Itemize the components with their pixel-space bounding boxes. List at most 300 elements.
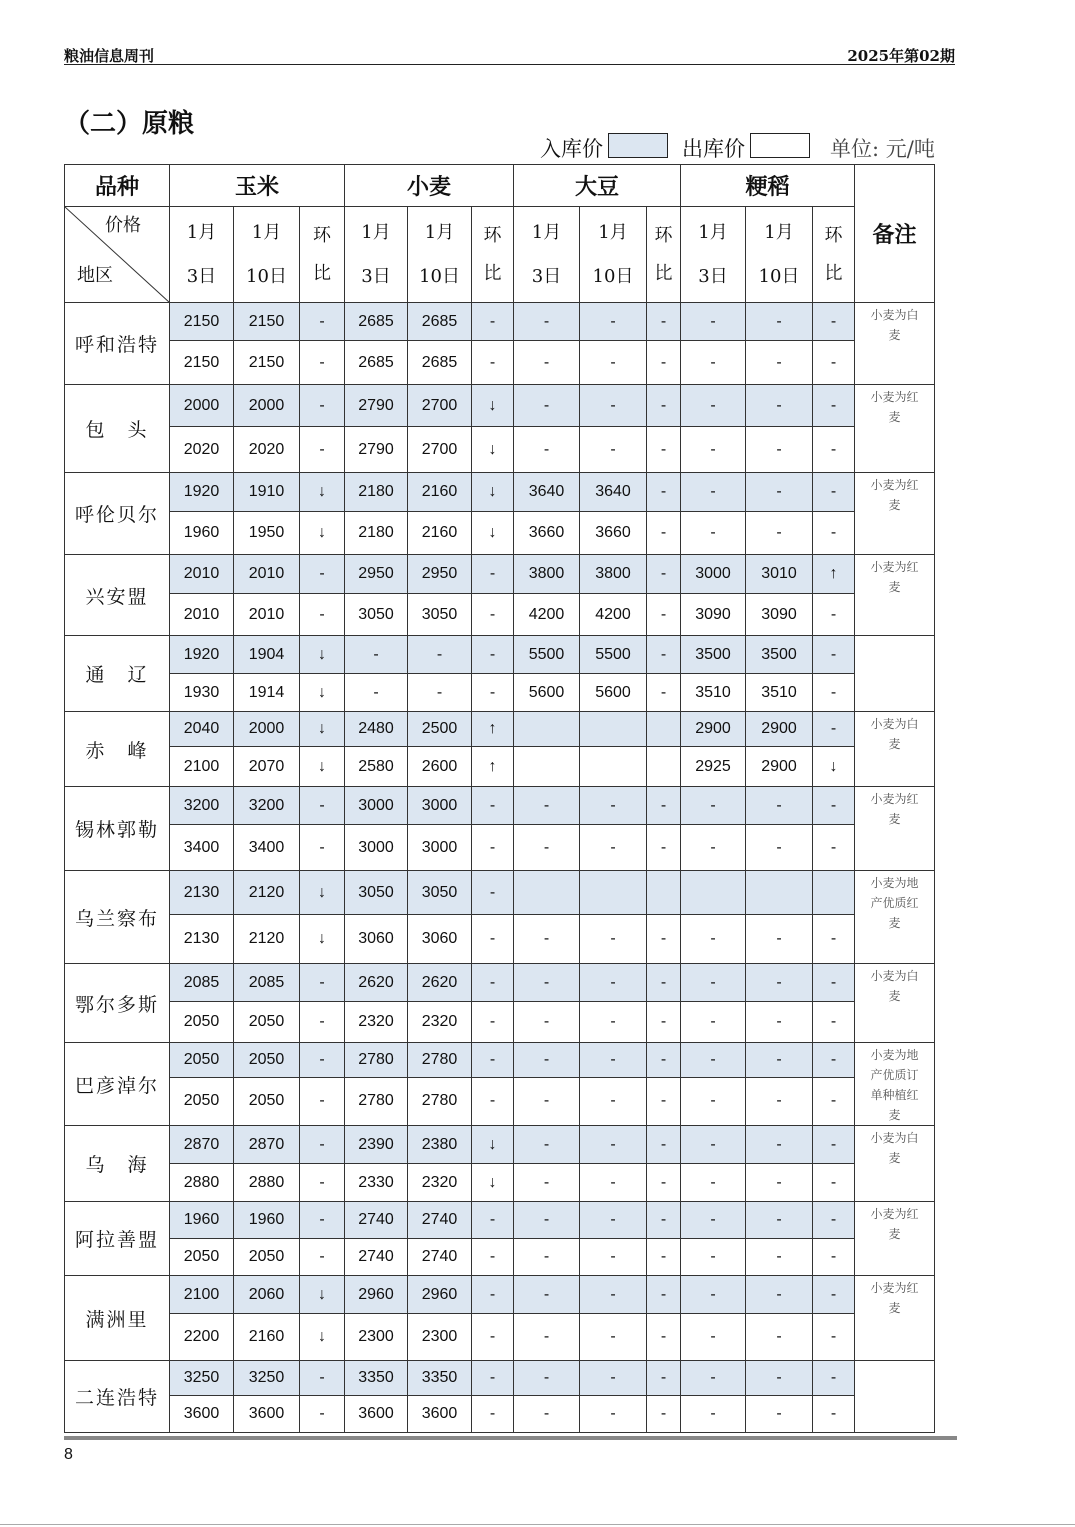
price-region-corner bbox=[65, 207, 170, 303]
change-cell: - bbox=[647, 1396, 681, 1433]
price-cell: - bbox=[514, 1164, 580, 1202]
change-cell: - bbox=[813, 594, 855, 636]
change-cell: ↓ bbox=[472, 1164, 514, 1202]
in-price-row bbox=[65, 303, 935, 341]
price-cell: - bbox=[746, 341, 813, 385]
price-cell: 1960 bbox=[234, 1202, 300, 1239]
price-cell: - bbox=[681, 1164, 746, 1202]
price-cell: 2000 bbox=[170, 385, 234, 427]
issue-number: 2025年第02期 bbox=[847, 47, 955, 65]
change-cell: - bbox=[647, 636, 681, 674]
price-cell: 1910 bbox=[234, 473, 300, 512]
change-cell bbox=[813, 871, 855, 915]
price-cell: - bbox=[681, 787, 746, 825]
change-cell: - bbox=[472, 1276, 514, 1314]
price-cell: 3640 bbox=[580, 473, 647, 512]
price-cell: 3250 bbox=[234, 1361, 300, 1396]
in-price-row bbox=[65, 871, 935, 915]
change-cell: - bbox=[813, 1396, 855, 1433]
change-cell: - bbox=[813, 1314, 855, 1361]
change-cell: - bbox=[813, 1202, 855, 1239]
region-label: 地区 bbox=[77, 265, 113, 286]
price-cell: 3090 bbox=[681, 594, 746, 636]
price-cell: 1920 bbox=[170, 636, 234, 674]
price-cell: 3600 bbox=[408, 1396, 472, 1433]
change-cell: - bbox=[647, 825, 681, 871]
in-price-row bbox=[65, 1043, 935, 1078]
price-cell: - bbox=[514, 341, 580, 385]
change-cell: - bbox=[300, 303, 345, 341]
price-cell: - bbox=[345, 636, 408, 674]
notes-header: 备注 bbox=[855, 165, 935, 303]
change-cell: ↓ bbox=[300, 712, 345, 747]
price-cell: 2050 bbox=[170, 1077, 234, 1125]
out-price-row bbox=[65, 427, 935, 473]
change-cell: - bbox=[647, 385, 681, 427]
change-cell: - bbox=[813, 712, 855, 747]
price-cell: 3400 bbox=[170, 825, 234, 871]
region-name: 乌 海 bbox=[65, 1126, 170, 1202]
price-cell: 2050 bbox=[170, 1239, 234, 1276]
change-cell: - bbox=[647, 787, 681, 825]
price-cell: - bbox=[681, 303, 746, 341]
change-cell: - bbox=[300, 1361, 345, 1396]
out-price-row bbox=[65, 1239, 935, 1276]
change-cell: - bbox=[472, 1396, 514, 1433]
price-cell: 3000 bbox=[681, 555, 746, 594]
price-cell: - bbox=[681, 1239, 746, 1276]
change-cell: ↑ bbox=[472, 747, 514, 787]
price-cell: 1960 bbox=[170, 512, 234, 555]
price-cell: 3060 bbox=[408, 915, 472, 964]
change-cell: - bbox=[300, 385, 345, 427]
price-cell: - bbox=[746, 1314, 813, 1361]
price-cell bbox=[580, 747, 647, 787]
price-cell: 3050 bbox=[408, 871, 472, 915]
price-cell: 2320 bbox=[408, 1002, 472, 1043]
price-cell: - bbox=[514, 1202, 580, 1239]
price-cell: 2160 bbox=[234, 1314, 300, 1361]
price-cell bbox=[514, 871, 580, 915]
change-cell: ↓ bbox=[472, 1126, 514, 1164]
change-cell: - bbox=[472, 1077, 514, 1125]
note-cell: 小麦为白麦 bbox=[855, 303, 935, 385]
in-price-swatch bbox=[608, 133, 668, 158]
in-price-row bbox=[65, 964, 935, 1002]
change-cell: - bbox=[813, 303, 855, 341]
price-label: 价格 bbox=[105, 215, 141, 236]
change-cell: - bbox=[647, 594, 681, 636]
price-cell: 2480 bbox=[345, 712, 408, 747]
price-cell: 2700 bbox=[408, 385, 472, 427]
price-cell: 3510 bbox=[746, 674, 813, 712]
change-cell: - bbox=[647, 1202, 681, 1239]
price-cell: - bbox=[746, 1361, 813, 1396]
price-cell: 5500 bbox=[580, 636, 647, 674]
note-cell: 小麦为白麦 bbox=[855, 964, 935, 1043]
price-cell: - bbox=[681, 341, 746, 385]
change-cell: - bbox=[813, 1239, 855, 1276]
price-cell: 3000 bbox=[345, 825, 408, 871]
price-cell: - bbox=[681, 1077, 746, 1125]
change-cell: - bbox=[813, 1276, 855, 1314]
change-cell: - bbox=[472, 594, 514, 636]
price-cell: 2685 bbox=[408, 341, 472, 385]
price-cell: 2740 bbox=[408, 1202, 472, 1239]
price-cell bbox=[514, 747, 580, 787]
change-cell: - bbox=[472, 1239, 514, 1276]
change-cell: - bbox=[647, 1126, 681, 1164]
in-price-row bbox=[65, 555, 935, 594]
price-cell: 2685 bbox=[345, 341, 408, 385]
in-price-row bbox=[65, 473, 935, 512]
change-cell: - bbox=[813, 674, 855, 712]
price-cell: - bbox=[746, 1239, 813, 1276]
price-cell: 2740 bbox=[345, 1202, 408, 1239]
change-cell: - bbox=[472, 636, 514, 674]
price-cell: - bbox=[746, 1002, 813, 1043]
price-cell: 4200 bbox=[580, 594, 647, 636]
price-cell: - bbox=[514, 915, 580, 964]
change-cell: - bbox=[647, 915, 681, 964]
change-cell: - bbox=[472, 964, 514, 1002]
price-cell: 3350 bbox=[345, 1361, 408, 1396]
change-cell: ↓ bbox=[300, 1276, 345, 1314]
price-cell: - bbox=[681, 473, 746, 512]
price-cell: - bbox=[746, 787, 813, 825]
out-price-row bbox=[65, 1077, 935, 1125]
in-price-row bbox=[65, 385, 935, 427]
price-cell: 2050 bbox=[170, 1043, 234, 1078]
region-name: 兴安盟 bbox=[65, 555, 170, 636]
price-cell: 3500 bbox=[681, 636, 746, 674]
footer-rule bbox=[0, 1524, 1075, 1525]
price-cell: 2925 bbox=[681, 747, 746, 787]
note-cell bbox=[855, 636, 935, 712]
price-cell: 2050 bbox=[170, 1002, 234, 1043]
price-cell: 2740 bbox=[408, 1239, 472, 1276]
price-cell: 3000 bbox=[408, 787, 472, 825]
change-cell: - bbox=[472, 1361, 514, 1396]
price-cell: - bbox=[514, 825, 580, 871]
price-cell: - bbox=[746, 427, 813, 473]
out-price-row bbox=[65, 1164, 935, 1202]
note-cell: 小麦为白麦 bbox=[855, 712, 935, 787]
change-cell: - bbox=[300, 594, 345, 636]
price-cell: 2330 bbox=[345, 1164, 408, 1202]
price-cell: 1904 bbox=[234, 636, 300, 674]
price-cell: 3800 bbox=[580, 555, 647, 594]
change-header: 环 比 bbox=[813, 207, 855, 303]
in-price-row bbox=[65, 1202, 935, 1239]
price-cell: - bbox=[681, 825, 746, 871]
price-cell: 2870 bbox=[170, 1126, 234, 1164]
wheat-header: 小麦 bbox=[345, 165, 514, 207]
price-cell: - bbox=[746, 964, 813, 1002]
price-cell: - bbox=[746, 303, 813, 341]
publication-name: 粮油信息周刊 bbox=[64, 47, 155, 65]
change-cell: - bbox=[813, 915, 855, 964]
region-name: 通 辽 bbox=[65, 636, 170, 712]
change-cell: - bbox=[300, 1164, 345, 1202]
price-cell: - bbox=[746, 825, 813, 871]
date-header: 1月 10日 bbox=[580, 207, 647, 303]
change-header: 环 比 bbox=[647, 207, 681, 303]
price-cell: 2300 bbox=[345, 1314, 408, 1361]
price-cell: - bbox=[514, 1002, 580, 1043]
price-cell: - bbox=[681, 385, 746, 427]
price-cell bbox=[580, 871, 647, 915]
price-cell: - bbox=[746, 1077, 813, 1125]
price-cell: 1914 bbox=[234, 674, 300, 712]
price-cell bbox=[514, 712, 580, 747]
change-cell: - bbox=[647, 341, 681, 385]
region-name: 锡林郭勒 bbox=[65, 787, 170, 871]
change-cell: ↓ bbox=[300, 512, 345, 555]
price-cell: 2130 bbox=[170, 915, 234, 964]
price-cell: 2780 bbox=[408, 1043, 472, 1078]
price-cell bbox=[580, 712, 647, 747]
price-cell: 2000 bbox=[234, 385, 300, 427]
date-header: 1月 10日 bbox=[746, 207, 813, 303]
region-name: 二连浩特 bbox=[65, 1361, 170, 1433]
price-cell: 2740 bbox=[345, 1239, 408, 1276]
change-cell: - bbox=[472, 871, 514, 915]
price-cell: 2780 bbox=[408, 1077, 472, 1125]
change-cell: - bbox=[300, 825, 345, 871]
price-cell: 2085 bbox=[234, 964, 300, 1002]
change-header: 环 比 bbox=[472, 207, 514, 303]
price-cell: 2130 bbox=[170, 871, 234, 915]
price-cell: 2050 bbox=[234, 1043, 300, 1078]
price-cell: 2150 bbox=[170, 303, 234, 341]
price-cell: - bbox=[746, 473, 813, 512]
note-cell: 小麦为白麦 bbox=[855, 1126, 935, 1202]
price-cell: 3600 bbox=[345, 1396, 408, 1433]
price-cell: 3050 bbox=[345, 594, 408, 636]
region-name: 赤 峰 bbox=[65, 712, 170, 787]
price-cell: - bbox=[580, 385, 647, 427]
in-price-row bbox=[65, 1276, 935, 1314]
price-cell: - bbox=[580, 1164, 647, 1202]
price-cell: 2000 bbox=[234, 712, 300, 747]
corn-header: 玉米 bbox=[170, 165, 345, 207]
price-cell: - bbox=[746, 915, 813, 964]
price-cell: 3600 bbox=[170, 1396, 234, 1433]
price-cell: 2320 bbox=[345, 1002, 408, 1043]
price-cell: 3350 bbox=[408, 1361, 472, 1396]
change-cell: - bbox=[813, 385, 855, 427]
change-cell: - bbox=[300, 1396, 345, 1433]
price-cell: 5600 bbox=[580, 674, 647, 712]
change-cell bbox=[647, 712, 681, 747]
price-cell: 2880 bbox=[234, 1164, 300, 1202]
change-cell: - bbox=[300, 555, 345, 594]
out-price-row bbox=[65, 825, 935, 871]
price-cell: 3660 bbox=[514, 512, 580, 555]
price-cell: - bbox=[514, 385, 580, 427]
price-cell: 2070 bbox=[234, 747, 300, 787]
price-cell: 2320 bbox=[408, 1164, 472, 1202]
price-cell: - bbox=[514, 1077, 580, 1125]
in-price-label: 入库价 bbox=[540, 137, 603, 161]
change-cell: - bbox=[647, 427, 681, 473]
price-cell: 2600 bbox=[408, 747, 472, 787]
price-cell: 2120 bbox=[234, 915, 300, 964]
price-cell: - bbox=[514, 1126, 580, 1164]
price-cell: 1930 bbox=[170, 674, 234, 712]
price-cell: 3660 bbox=[580, 512, 647, 555]
price-cell bbox=[681, 871, 746, 915]
price-cell: 2620 bbox=[345, 964, 408, 1002]
price-cell: 2050 bbox=[234, 1002, 300, 1043]
change-cell: ↑ bbox=[472, 712, 514, 747]
price-cell: 2020 bbox=[170, 427, 234, 473]
note-cell: 小麦为红麦 bbox=[855, 1276, 935, 1361]
change-cell: ↓ bbox=[300, 636, 345, 674]
price-cell: - bbox=[746, 1164, 813, 1202]
price-cell: 2580 bbox=[345, 747, 408, 787]
change-cell: - bbox=[813, 825, 855, 871]
change-cell: - bbox=[813, 427, 855, 473]
price-cell: - bbox=[746, 512, 813, 555]
change-cell: - bbox=[647, 555, 681, 594]
price-cell: 3200 bbox=[234, 787, 300, 825]
change-cell: ↑ bbox=[813, 555, 855, 594]
date-header: 1月 10日 bbox=[408, 207, 472, 303]
change-cell: - bbox=[813, 512, 855, 555]
price-cell: - bbox=[746, 1396, 813, 1433]
price-cell: 2100 bbox=[170, 747, 234, 787]
change-cell: - bbox=[647, 473, 681, 512]
change-cell: - bbox=[472, 341, 514, 385]
change-cell: - bbox=[813, 473, 855, 512]
price-cell: 2500 bbox=[408, 712, 472, 747]
change-cell: ↓ bbox=[300, 473, 345, 512]
price-cell: 2900 bbox=[746, 747, 813, 787]
price-cell: 2870 bbox=[234, 1126, 300, 1164]
price-cell: 3600 bbox=[234, 1396, 300, 1433]
price-cell: - bbox=[580, 341, 647, 385]
in-price-row bbox=[65, 787, 935, 825]
price-cell: - bbox=[681, 1126, 746, 1164]
price-cell: 2050 bbox=[234, 1077, 300, 1125]
out-price-row bbox=[65, 915, 935, 964]
price-cell: 2085 bbox=[170, 964, 234, 1002]
note-cell: 小麦为地产优质红麦 bbox=[855, 871, 935, 964]
change-cell: - bbox=[813, 636, 855, 674]
price-cell: 3010 bbox=[746, 555, 813, 594]
price-cell: 2685 bbox=[408, 303, 472, 341]
price-cell: 5600 bbox=[514, 674, 580, 712]
region-name: 呼和浩特 bbox=[65, 303, 170, 385]
change-cell: ↓ bbox=[472, 427, 514, 473]
price-cell: - bbox=[514, 1043, 580, 1078]
table-bottom-bar bbox=[64, 1436, 957, 1440]
table-header-row-2 bbox=[65, 207, 935, 303]
change-cell: ↓ bbox=[472, 512, 514, 555]
change-cell: - bbox=[300, 1126, 345, 1164]
change-cell: - bbox=[472, 1202, 514, 1239]
price-cell: 2950 bbox=[345, 555, 408, 594]
price-cell: 3250 bbox=[170, 1361, 234, 1396]
price-cell: 2010 bbox=[170, 555, 234, 594]
change-cell: - bbox=[300, 964, 345, 1002]
change-cell bbox=[647, 747, 681, 787]
change-cell: - bbox=[813, 1126, 855, 1164]
price-cell: - bbox=[681, 1396, 746, 1433]
price-cell: - bbox=[681, 427, 746, 473]
price-cell: - bbox=[746, 385, 813, 427]
price-cell: - bbox=[514, 303, 580, 341]
note-cell: 小麦为红麦 bbox=[855, 787, 935, 871]
in-price-row bbox=[65, 636, 935, 674]
price-cell: 2900 bbox=[681, 712, 746, 747]
change-cell: - bbox=[300, 1043, 345, 1078]
change-cell: - bbox=[472, 303, 514, 341]
soybean-header: 大豆 bbox=[514, 165, 681, 207]
change-cell: - bbox=[300, 1239, 345, 1276]
change-cell: - bbox=[647, 1077, 681, 1125]
date-header: 1月 3日 bbox=[345, 207, 408, 303]
price-cell: 2960 bbox=[345, 1276, 408, 1314]
price-cell: 3060 bbox=[345, 915, 408, 964]
change-cell: - bbox=[472, 555, 514, 594]
price-cell: - bbox=[514, 427, 580, 473]
section-title: （二）原粮 bbox=[64, 109, 195, 139]
in-price-row bbox=[65, 1361, 935, 1396]
region-name: 包 头 bbox=[65, 385, 170, 473]
out-price-row bbox=[65, 747, 935, 787]
price-cell: - bbox=[345, 674, 408, 712]
change-cell: - bbox=[647, 303, 681, 341]
price-cell: - bbox=[580, 1239, 647, 1276]
change-cell: - bbox=[813, 1164, 855, 1202]
change-cell: - bbox=[813, 964, 855, 1002]
change-cell: - bbox=[647, 1361, 681, 1396]
price-cell: - bbox=[681, 1043, 746, 1078]
price-cell bbox=[746, 871, 813, 915]
price-cell: 2900 bbox=[746, 712, 813, 747]
change-cell: - bbox=[300, 1202, 345, 1239]
price-cell: - bbox=[681, 964, 746, 1002]
price-cell: - bbox=[681, 915, 746, 964]
change-cell: - bbox=[647, 1043, 681, 1078]
price-cell: - bbox=[408, 636, 472, 674]
date-header: 1月 3日 bbox=[681, 207, 746, 303]
region-name: 呼伦贝尔 bbox=[65, 473, 170, 555]
change-cell: - bbox=[647, 674, 681, 712]
price-cell: 2120 bbox=[234, 871, 300, 915]
price-cell: 2780 bbox=[345, 1043, 408, 1078]
region-name: 满洲里 bbox=[65, 1276, 170, 1361]
price-cell: - bbox=[681, 1361, 746, 1396]
price-cell: - bbox=[580, 787, 647, 825]
price-cell: - bbox=[514, 964, 580, 1002]
price-cell: - bbox=[681, 1276, 746, 1314]
price-cell: 2010 bbox=[234, 594, 300, 636]
price-cell: 2180 bbox=[345, 473, 408, 512]
price-cell: - bbox=[514, 1276, 580, 1314]
price-cell: - bbox=[514, 787, 580, 825]
change-cell: - bbox=[472, 825, 514, 871]
grain-price-table bbox=[64, 164, 935, 1433]
price-cell: 2960 bbox=[408, 1276, 472, 1314]
price-cell: 3400 bbox=[234, 825, 300, 871]
price-cell: 2180 bbox=[345, 512, 408, 555]
region-name: 阿拉善盟 bbox=[65, 1202, 170, 1276]
out-price-row bbox=[65, 1002, 935, 1043]
